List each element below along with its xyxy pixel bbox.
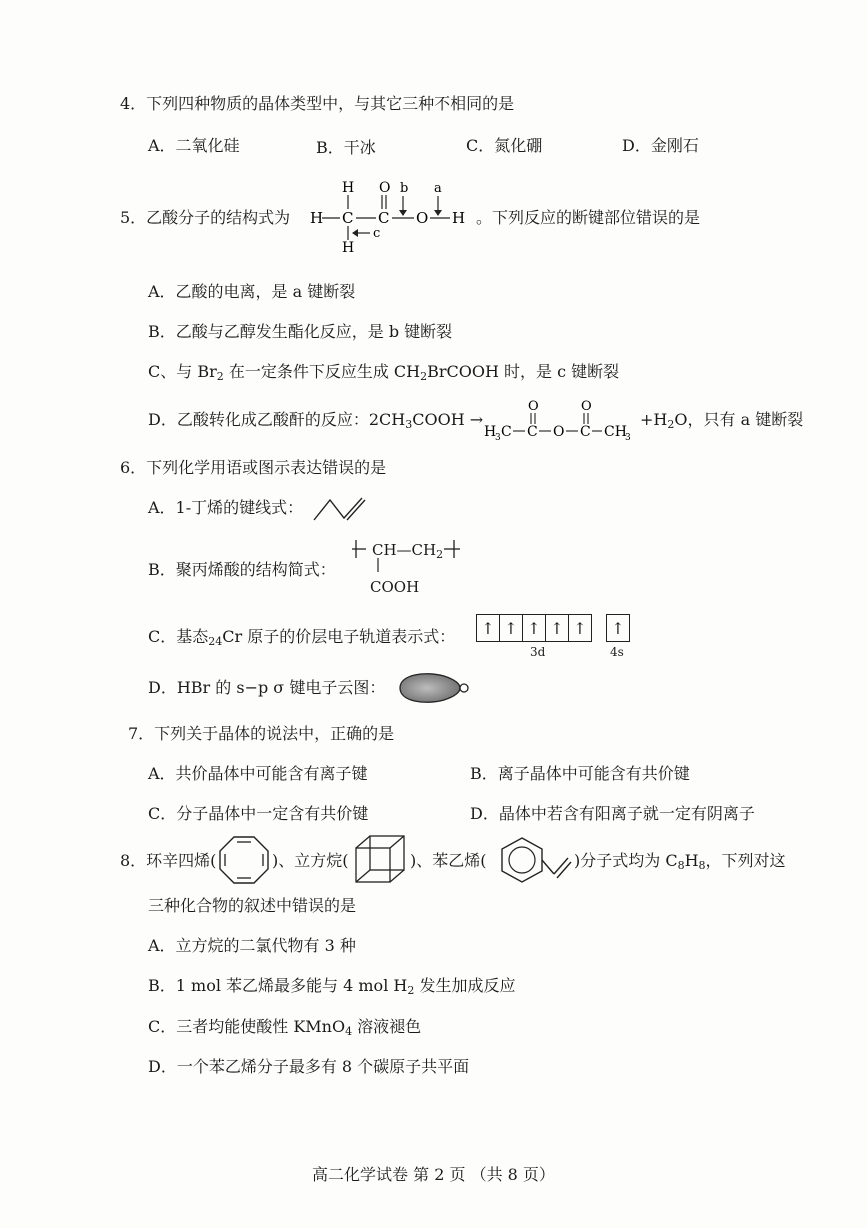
svg-text:3: 3 bbox=[495, 433, 501, 442]
acetic-acid-structure bbox=[306, 176, 476, 256]
svg-text:H: H bbox=[310, 209, 324, 227]
svg-text:C: C bbox=[527, 424, 538, 440]
q8-stem-1: 8．环辛四烯( bbox=[120, 851, 217, 870]
q5-option-b: B．乙酸与乙醇发生酯化反应，是 b 键断裂 bbox=[148, 322, 453, 341]
orbital-4s: ↑ bbox=[606, 614, 630, 642]
q8-stem-line2: 三种化合物的叙述中错误的是 bbox=[148, 896, 357, 915]
svg-text:O: O bbox=[553, 424, 565, 440]
q6-stem: 6．下列化学用语或图示表达错误的是 bbox=[120, 458, 387, 477]
label-a: a bbox=[434, 181, 442, 196]
q8-option-b: B．1 mol 苯乙烯最多能与 4 mol $H_2$ 发生加成反应 bbox=[148, 976, 516, 997]
q5-option-d-tail: $+H_2O$，只有 a 键断裂 bbox=[640, 410, 804, 431]
svg-text:O: O bbox=[379, 180, 391, 196]
q8-option-c: C．三者均能使酸性 KMnO$_4$ 溶液褪色 bbox=[148, 1017, 422, 1038]
q4-option-c: C．氮化硼 bbox=[466, 136, 543, 155]
q5-stem-after: 。下列反应的断键部位错误的是 bbox=[476, 208, 701, 227]
q8-option-d: D．一个苯乙烯分子最多有 8 个碳原子共平面 bbox=[148, 1057, 470, 1076]
q8-stem-3: )、苯乙烯( bbox=[410, 851, 487, 870]
cubane-structure bbox=[352, 834, 408, 886]
svg-text:C: C bbox=[342, 209, 354, 227]
acetic-anhydride-structure bbox=[482, 396, 632, 442]
page-footer: 高二化学试卷 第 2 页 （共 8 页） bbox=[312, 1165, 555, 1184]
q5-stem-before: 5．乙酸分子的结构式为 bbox=[120, 208, 291, 227]
svg-text:C: C bbox=[580, 424, 591, 440]
svg-text:H: H bbox=[342, 240, 355, 256]
q7-option-d: D．晶体中若含有阳离子就一定有阴离子 bbox=[470, 804, 755, 823]
svg-text:O: O bbox=[416, 209, 429, 227]
orbital-3d-label: 3d bbox=[530, 645, 546, 659]
cyclooctatetraene-structure bbox=[216, 834, 272, 886]
q6-option-b: B．聚丙烯酸的结构简式： bbox=[148, 560, 336, 579]
svg-text:C: C bbox=[501, 424, 512, 440]
q4-option-d: D．金刚石 bbox=[622, 136, 699, 155]
svg-text:H: H bbox=[484, 424, 497, 440]
q4-option-a: A．二氧化硅 bbox=[148, 136, 240, 155]
label-c: c bbox=[373, 226, 381, 241]
q6-b-cooh: COOH bbox=[370, 578, 420, 596]
label-b: b bbox=[400, 181, 409, 196]
svg-text:H: H bbox=[342, 180, 355, 196]
s-p-sigma-cloud bbox=[396, 668, 472, 708]
q6-b-main-chain: $CH—CH_2$ bbox=[372, 541, 444, 561]
q5-option-a: A．乙酸的电离，是 a 键断裂 bbox=[148, 282, 356, 301]
q4-option-b: B．干冰 bbox=[316, 138, 376, 157]
q5-option-c: C、与 $Br_2$ 在一定条件下反应生成 $CH_2BrCOOH$ 时，是 c 键断裂 bbox=[148, 362, 620, 383]
q7-option-b: B．离子晶体中可能含有共价键 bbox=[470, 764, 690, 783]
q8-stem-2: )、立方烷( bbox=[272, 851, 349, 870]
q8-option-a: A．立方烷的二氯代物有 3 种 bbox=[148, 936, 356, 955]
orbital-4s-label: 4s bbox=[610, 645, 624, 659]
svg-text:O: O bbox=[528, 399, 539, 414]
q6-option-c: C．基态$_{24}$Cr 原子的价层电子轨道表示式： bbox=[148, 627, 456, 648]
butene-skeletal-formula bbox=[310, 494, 374, 524]
svg-text:C: C bbox=[378, 209, 390, 227]
q5-option-d-text: D．乙酸转化成乙酸酐的反应：$2CH_3COOH$ → bbox=[148, 410, 484, 431]
q8-stem-4: )分子式均为 $C_8H_8$，下列对这 bbox=[574, 851, 786, 872]
svg-text:H: H bbox=[452, 209, 466, 227]
q6-option-d: D．HBr 的 s−p σ 键电子云图： bbox=[148, 678, 386, 697]
svg-text:O: O bbox=[581, 399, 592, 414]
svg-text:3: 3 bbox=[625, 433, 631, 442]
orbital-3d: ↑ ↑ ↑ ↑ ↑ bbox=[476, 614, 592, 642]
q7-option-a: A．共价晶体中可能含有离子键 bbox=[148, 764, 368, 783]
q7-option-c: C．分子晶体中一定含有共价键 bbox=[148, 804, 369, 823]
styrene-structure bbox=[496, 834, 576, 886]
q6-option-a: A．1-丁烯的键线式： bbox=[148, 498, 304, 517]
q7-stem: 7．下列关于晶体的说法中，正确的是 bbox=[128, 724, 395, 743]
svg-text:CH: CH bbox=[604, 424, 627, 440]
q4-stem: 4．下列四种物质的晶体类型中，与其它三种不相同的是 bbox=[120, 94, 515, 113]
